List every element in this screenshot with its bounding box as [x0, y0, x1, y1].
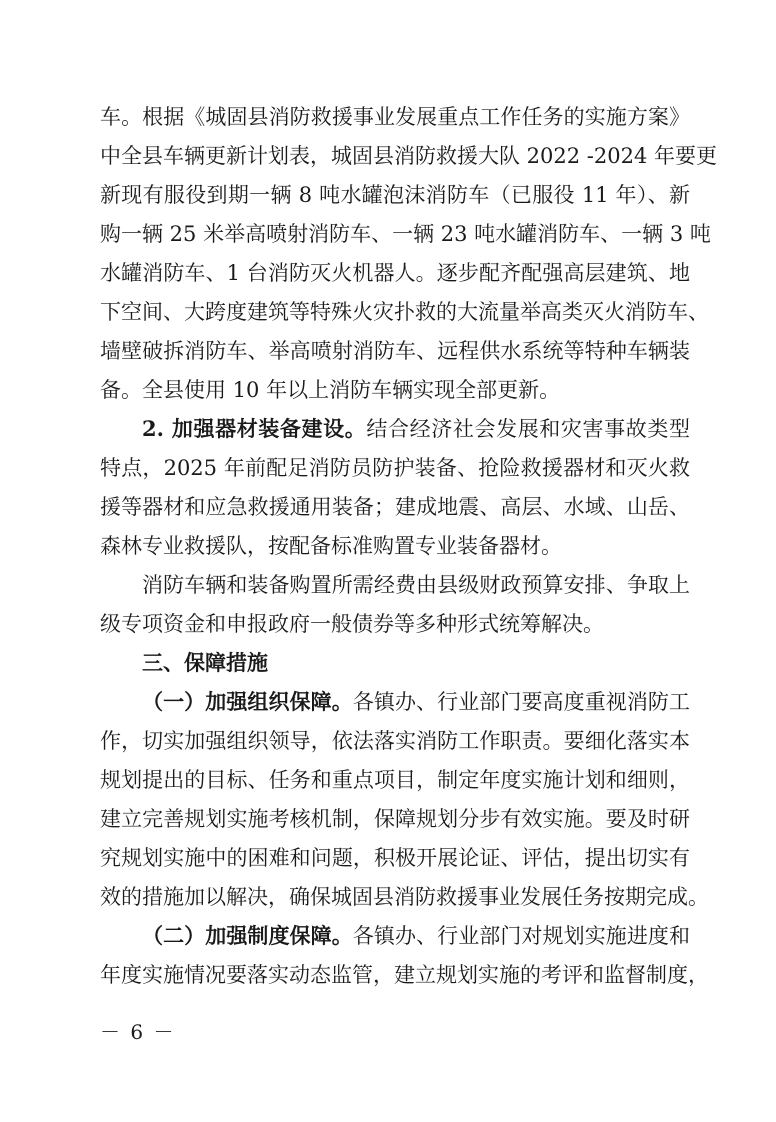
paragraph-start-line	[142, 921, 690, 951]
text-line: 援等器材和应急救援通用装备；建成地震、高层、水域、山岳、	[100, 495, 690, 519]
text-run: 各镇办、行业部门要高度重视消防工	[352, 690, 691, 714]
section-heading-safeguards: 三、保障措施	[142, 650, 268, 675]
text-run: 结合经济社会发展和灾害事故类型	[366, 417, 691, 441]
text-line: 森林专业救援队，按配备标准购置专业装备器材。	[100, 534, 562, 558]
paragraph-start-line	[142, 414, 690, 444]
paragraph-start-line: 消防车辆和装备购置所需经费由县级财政预算安排、争取上	[142, 573, 690, 597]
section-heading-equipment: 2. 加强器材装备建设。	[142, 416, 367, 441]
text-line: 备。全县使用 10 年以上消防车辆实现全部更新。	[100, 378, 561, 402]
text-line: 购一辆 25 米举高喷射消防车、一辆 23 吨水罐消防车、一辆 3 吨	[100, 222, 711, 246]
text-line: 墙壁破拆消防车、举高喷射消防车、远程供水系统等特种车辆装	[100, 339, 690, 363]
text-line: 水罐消防车、1 台消防灭火机器人。逐步配齐配强高层建筑、地	[100, 261, 690, 285]
subheading-system: （二）加强制度保障。	[142, 923, 353, 948]
text-line: 建立完善规划实施考核机制，保障规划分步有效实施。要及时研	[100, 807, 690, 831]
text-line: 新现有服役到期一辆 8 吨水罐泡沫消防车（已服役 11 年）、新	[100, 183, 690, 207]
text-line: 中全县车辆更新计划表，城固县消防救援大队 2022 -2024 年要更	[100, 144, 718, 168]
text-line: 车。根据《城固县消防救援事业发展重点工作任务的实施方案》	[100, 105, 690, 129]
text-line: 作，切实加强组织领导，依法落实消防工作职责。要细化落实本	[100, 729, 690, 753]
page-number: － 6 －	[100, 1020, 176, 1044]
text-line: 年度实施情况要落实动态监管，建立规划实施的考评和监督制度，	[100, 963, 709, 987]
subheading-organization: （一）加强组织保障。	[142, 689, 353, 714]
text-line: 特点，2025 年前配足消防员防护装备、抢险救援器材和灭火救	[100, 456, 690, 480]
paragraph-start-line	[142, 687, 690, 717]
text-line: 效的措施加以解决，确保城固县消防救援事业发展任务按期完成。	[100, 885, 709, 909]
text-line: 级专项资金和申报政府一般债券等多种形式统筹解决。	[100, 612, 604, 636]
text-line: 规划提出的目标、任务和重点项目，制定年度实施计划和细则，	[100, 768, 690, 792]
text-line: 下空间、大跨度建筑等特殊火灾扑救的大流量举高类灭火消防车、	[100, 300, 709, 324]
text-line: 究规划实施中的困难和问题，积极开展论证、评估，提出切实有	[100, 846, 690, 870]
text-run: 各镇办、行业部门对规划实施进度和	[352, 924, 691, 948]
